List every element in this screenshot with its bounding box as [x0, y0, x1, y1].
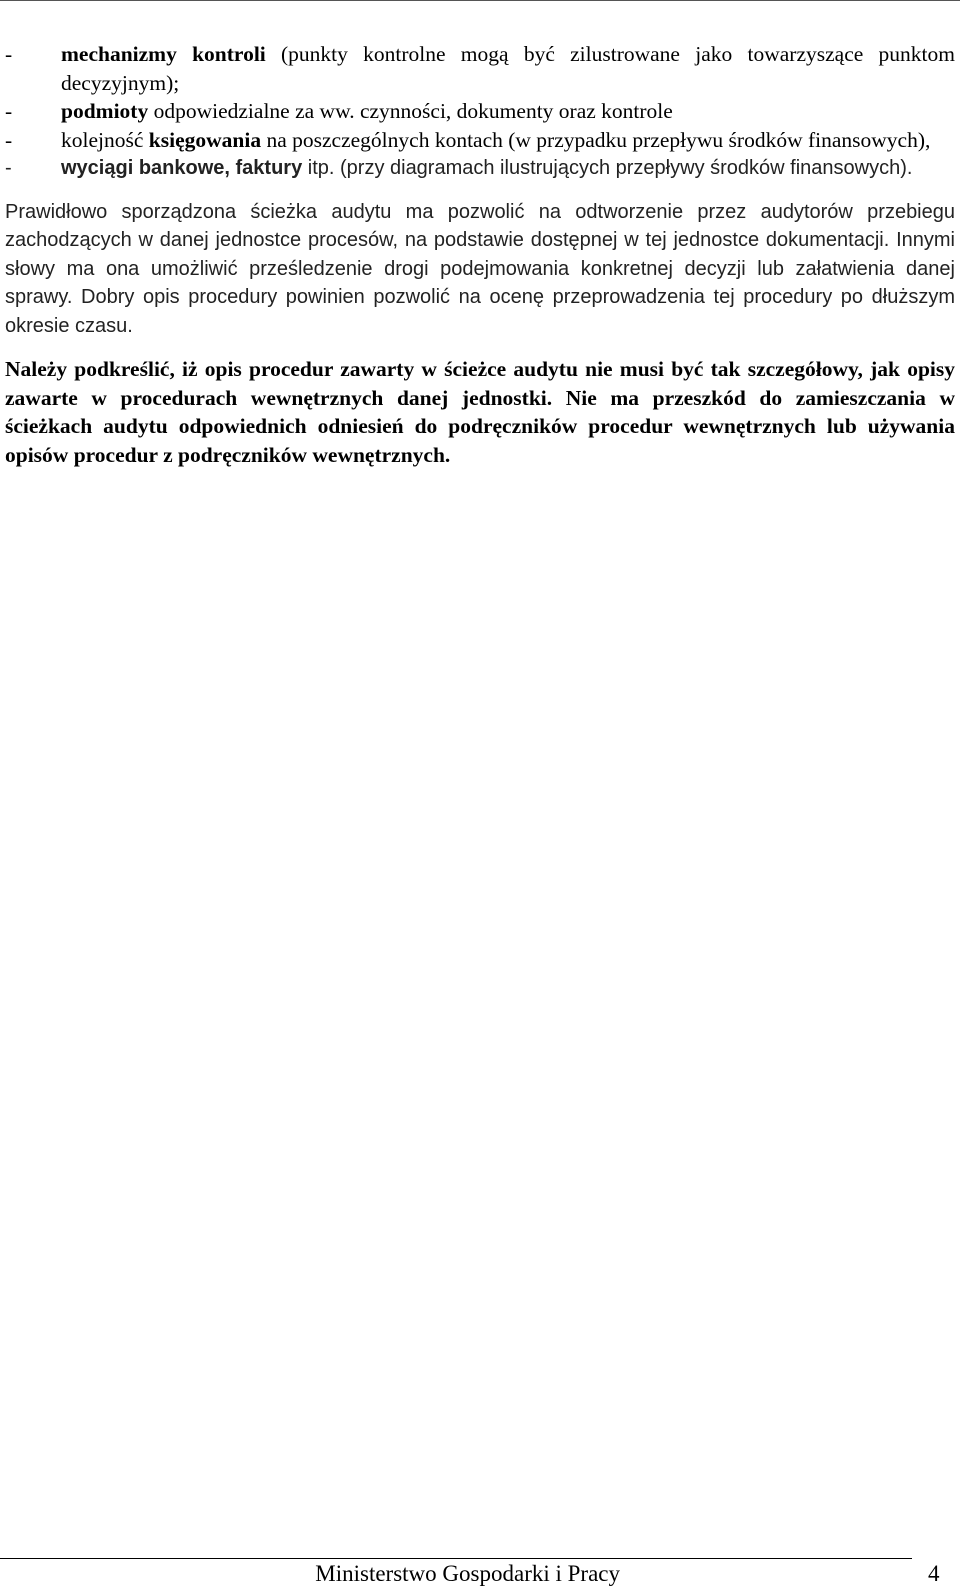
document-body: [5, 40, 955, 469]
list-dash: -: [5, 127, 13, 152]
list-dash: -: [5, 157, 12, 179]
list-item: [5, 97, 955, 126]
list-dash: -: [5, 99, 13, 123]
footer-ministry: Ministerstwo Gospodarki i Pracy: [315, 1561, 620, 1586]
bullet-list: [5, 40, 955, 183]
list-item-text: odpowiedzialne za ww. czynności, dokumenty oraz kontrole: [148, 99, 673, 123]
list-item: [5, 40, 955, 97]
list-dash: -: [5, 42, 13, 66]
list-item: [5, 154, 955, 183]
top-rule: [0, 0, 960, 1]
list-item-bold: księgowania: [148, 127, 262, 152]
list-item: [5, 126, 955, 155]
list-item-bold: podmioty: [61, 99, 149, 123]
paragraph-note-bold: Należy podkreślić, iż opis procedur zawarty w ścieżce audytu nie musi być tak szczegółowy, jak opisy zawarte w procedurach wewnętrznych danej jednostki. Nie ma przeszkód do zamieszczania w ścieżkach audytu odpowiednich odniesień do podręczników procedur wewnętrznych lub używania opisów procedur z podręczników wewnętrznych.: [5, 357, 955, 467]
list-item-text: (punkty kontrolne mogą być zilustrowane jako towarzyszące punktom decyzyjnym);: [61, 42, 955, 95]
list-item-bold: mechanizmy kontroli: [61, 42, 266, 66]
paragraph-audit-trail: Prawidłowo sporządzona ścieżka audytu ma pozwolić na odtworzenie przez audytorów przebiegu zachodzących w danej jednostce procesów, na podstawie dostępnej w tej jednostce dokumentacji. Innymi słowy ma ona umożliwić prześledzenie drogi podejmowania konkretnej decyzji lub załatwienia danej sprawy. Dobry opis procedury powinien pozwolić na ocenę przeprowadzenia tej procedury po dłuższym okresie czasu.: [5, 200, 955, 337]
list-item-prefix: kolejność: [61, 127, 149, 152]
list-item-text: na poszczególnych kontach (w przypadku przepływu środków finansowych),: [261, 127, 931, 152]
list-item-bold: wyciągi bankowe, faktury: [61, 157, 303, 179]
list-item-text: itp. (przy diagramach ilustrujących przepływy środków finansowych).: [302, 157, 913, 179]
page-number: 4: [928, 1561, 940, 1586]
